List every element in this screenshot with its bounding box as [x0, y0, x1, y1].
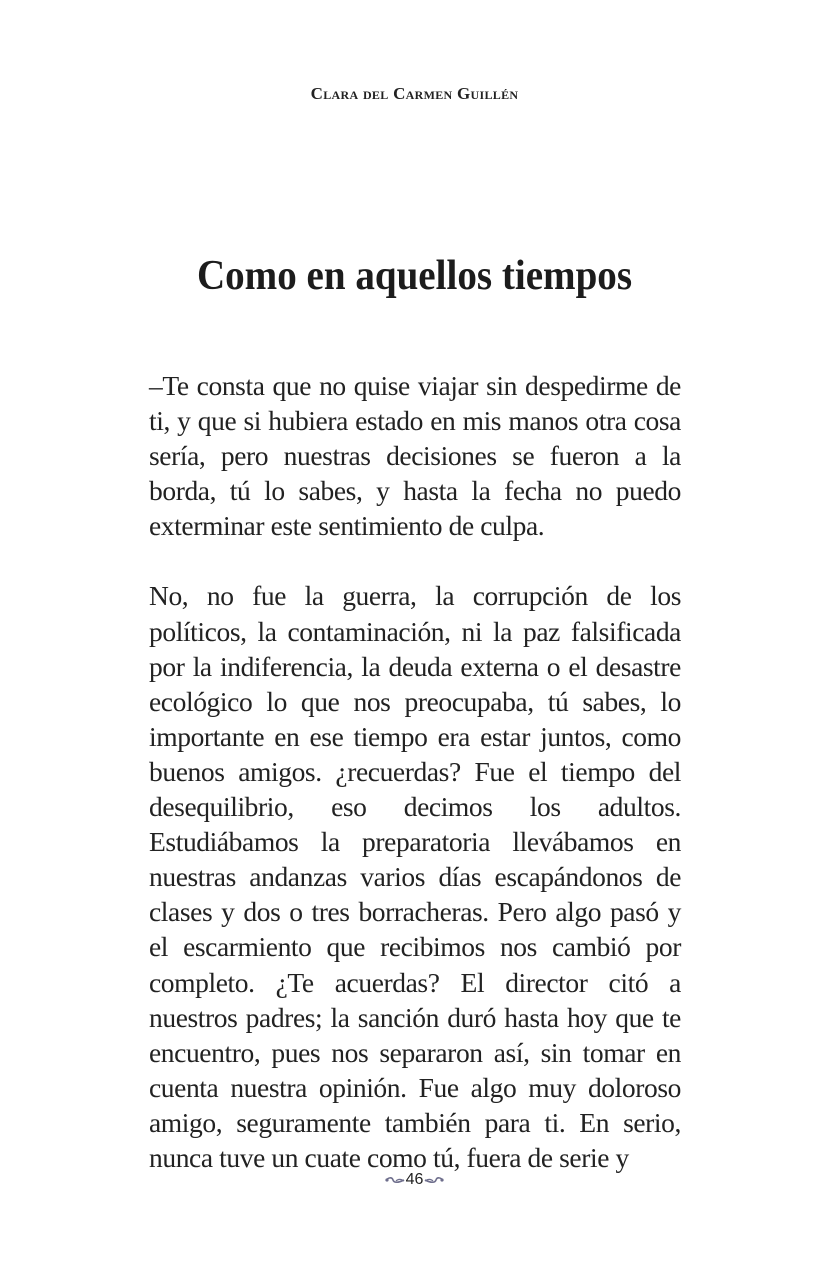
left-scroll-ornament-icon	[384, 1175, 406, 1185]
page-number: 46	[405, 1171, 424, 1188]
page-folio	[0, 1171, 829, 1189]
body-text	[149, 368, 681, 1175]
chapter-title: Como en aquellos tiempos	[196, 253, 633, 299]
right-scroll-ornament-icon	[423, 1175, 445, 1185]
running-head: Clara del Carmen Guillén	[310, 84, 519, 103]
paragraph-2: No, no fue la guerra, la corrupción de los políticos, la contaminación, ni la paz falsificada por la indiferencia, la deuda externa o el desastre ecológico lo que nos preocupaba, tú sabes, lo importante en ese tiempo era estar juntos, como buenos amigos. ¿recuerdas? Fue el tiempo del desequilibrio, eso decimos los adultos. Estudiábamos la preparatoria llevábamos en nuestras andanzas varios días escapándonos de clases y dos o tres borracheras. Pero algo pasó y el escarmiento que recibimos nos cambió por completo. ¿Te acuerdas? El director citó a nuestros padres; la sanción duró hasta hoy que te encuentro, pues nos separaron así, sin tomar en cuenta nuestra opinión. Fue algo muy doloroso amigo, seguramente también para ti. En serio, nunca tuve un cuate como tú, fuera de serie y	[149, 580, 681, 1173]
paragraph-1: –Te consta que no quise viajar sin despedirme de ti, y que si hubiera estado en mis manos otra cosa sería, pero nuestras decisiones se fueron a la borda, tú lo sabes, y hasta la fecha no puedo exterminar este sentimiento de culpa.	[149, 370, 681, 542]
